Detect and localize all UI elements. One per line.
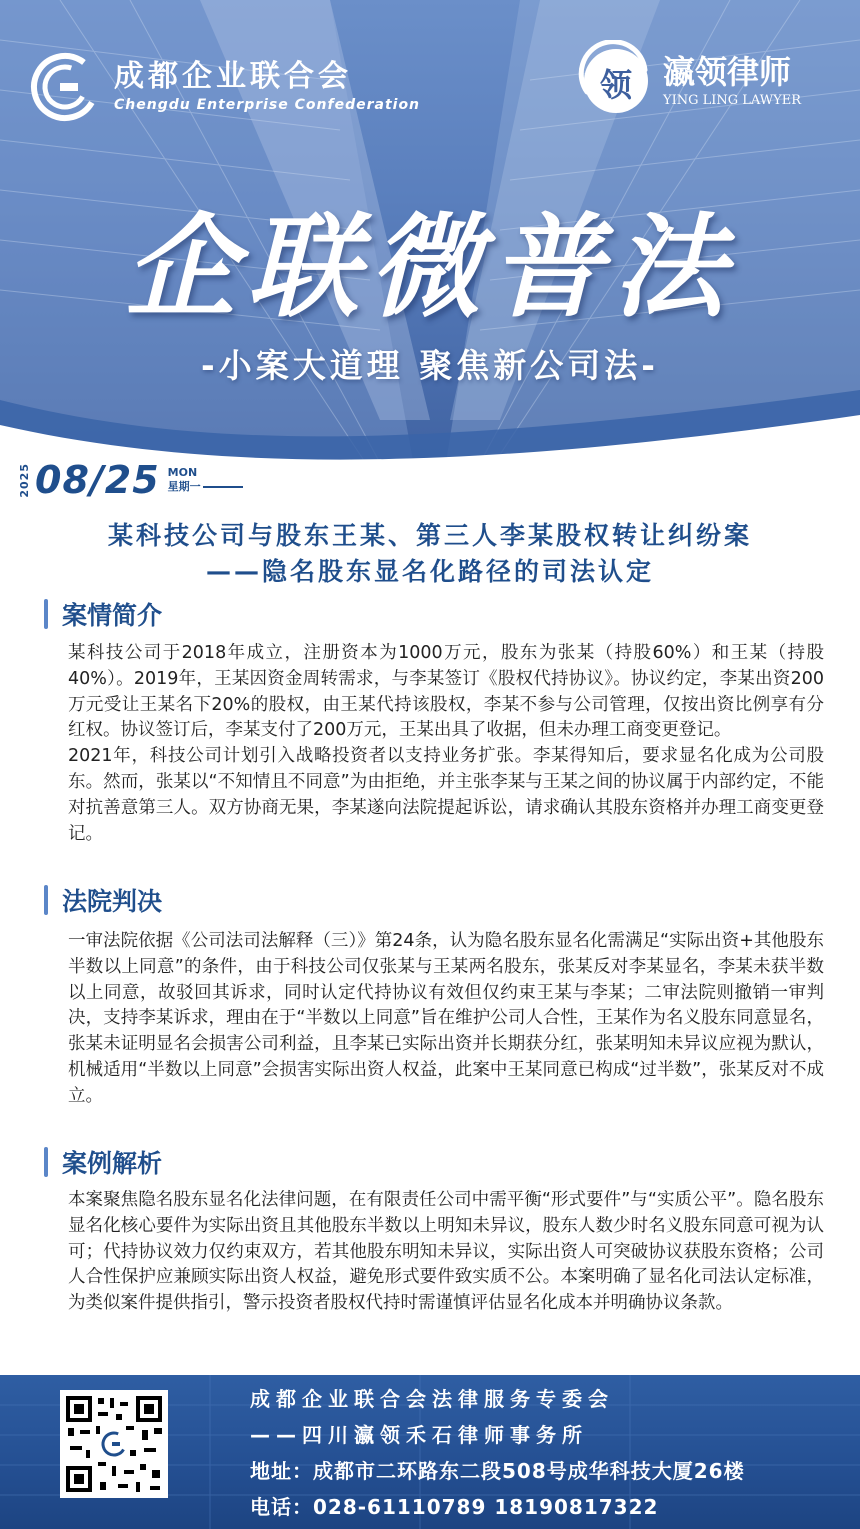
section-heading-court-judgment [44,882,162,918]
section-heading-case-analysis [44,1144,162,1180]
confederation-emblem-icon [30,52,100,122]
date-year: 2025 [18,462,31,498]
paragraph: 本案聚焦隐名股东显名化法律问题，在有限责任公司中需平衡“形式要件”与“实质公平”。隐名股东显名化核心要件为实际出资且其他股东半数以上明知未异议，股东人数少时名义股东同意可视为认可；代持协议效力仅约束双方，若其他股东明知未异议，实际出资人可突破协议获股东资格；公司人合性保护应兼顾实际出资人权益，避免形式要件致实质不公。本案明确了显名化司法认定标准，为类似案件提供指引，警示投资者股权代持时需谨慎评估显名化成本并明确协议条款。 [68,1190,824,1314]
case-title-block [0,518,860,590]
section-body-case-summary [68,641,824,847]
footer-address: 地址：成都市二环路东二段508号成华科技大厦26楼 [250,1459,745,1483]
seal-character: 领 [599,66,632,104]
section-title: 案情简介 [62,601,163,630]
footer [0,1375,860,1529]
main-title: 企联微普法 [125,202,735,333]
section-bar [44,1147,48,1177]
footer-law-firm: ——四川瀛领禾石律师事务所 [250,1423,588,1447]
org-right-name-en: YING LING LAWYER [663,93,801,108]
footer-org-committee: 成都企业联合会法律服务专委会 [250,1387,614,1411]
qr-code[interactable] [60,1390,168,1498]
date-rule [203,486,243,488]
section-title: 法院判决 [62,887,163,916]
footer-phone: 电话：028-61110789 18190817322 [250,1495,659,1519]
org-right-name: 瀛领律师 [663,53,792,91]
section-body-court-judgment [68,929,824,1110]
section-bar [44,885,48,915]
chengdu-confederation-logo [30,52,420,122]
hero-banner [0,0,860,500]
subtitle: -小案大道理 聚焦新公司法- [201,346,659,385]
date-weekday [168,466,243,494]
paragraph: 一审法院依据《公司法司法解释（三）》第24条，认为隐名股东显名化需满足“实际出资+其他股东半数以上同意”的条件，由于科技公司仅张某与王某两名股东，张某反对李某显名，李某未获半数以上同意，故驳回其诉求，同时认定代持协议有效但仅约束王某与李某；二审法院则撤销一审判决，支持李某诉求，理由在于“半数以上同意”旨在维护公司人合性，王某作为名义股东同意显名，张某未证明显名会损害公司利益，且李某已实际出资并长期获分红，张某明知未异议应视为默认，机械适用“半数以上同意”会损害实际出资人权益，此案中王某同意已构成“过半数”，张某反对不成立。 [68,931,824,1106]
section-title: 案例解析 [62,1149,163,1178]
date-stamp [18,458,243,502]
case-title: 某科技公司与股东王某、第三人李某股权转让纠纷案 [107,521,752,550]
section-bar [44,599,48,629]
yingling-lawyer-logo [575,40,801,122]
org-left-name: 成都企业联合会 [114,59,352,94]
date-month-day: 08/25 [35,458,160,502]
case-subtitle: ——隐名股东显名化路径的司法认定 [205,557,654,586]
qr-code-icon [60,1390,168,1498]
weekday-cn: 星期一 [167,480,201,493]
section-heading-case-summary [44,596,162,632]
paragraph: 某科技公司于2018年成立，注册资本为1000万元，股东为张某（持股60%）和王某（持股40%）。2019年，王某因资金周转需求，与李某签订《股权代持协议》。协议约定，李某出资200万元受让王某名下20%的股权，由王某代持该股权，李某不参与公司管理，仅按出资比例享有分红权。协议签订后，李某支付了200万元，王某出具了收据，但未办理工商变更登记。 [68,643,824,741]
weekday-en: MON [167,466,198,479]
org-left-name-en: Chengdu Enterprise Confederation [114,97,421,113]
section-body-case-analysis [68,1188,824,1317]
paragraph: 2021年，科技公司计划引入战略投资者以支持业务扩张。李某得知后，要求显名化成为公司股东。然而，张某以“不知情且不同意”为由拒绝，并主张李某与王某之间的协议属于内部约定，不能对抗善意第三人。双方协商无果，李某遂向法院提起诉讼，请求确认其股东资格并办理工商变更登记。 [68,746,824,844]
